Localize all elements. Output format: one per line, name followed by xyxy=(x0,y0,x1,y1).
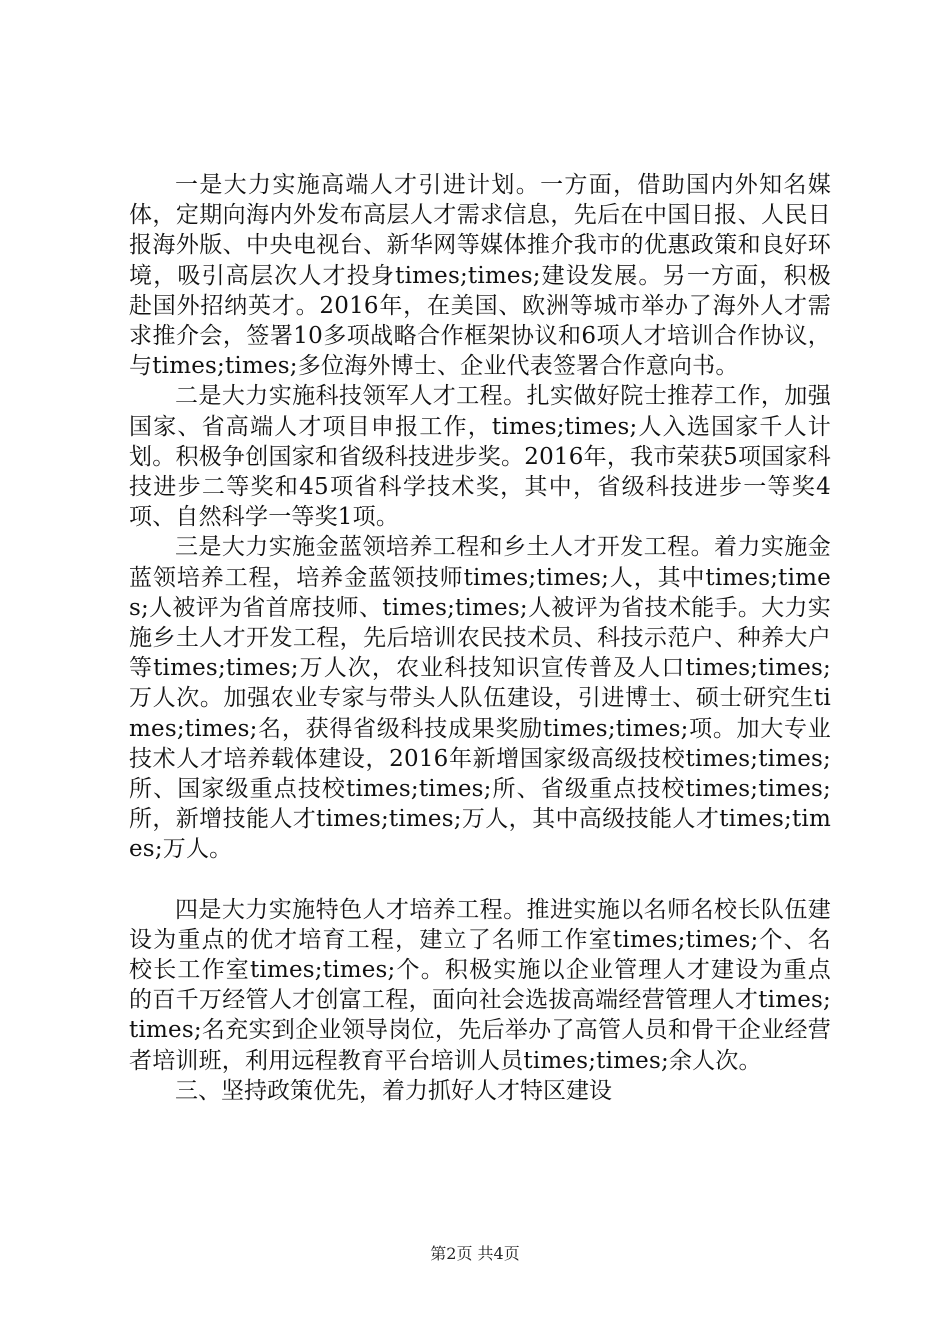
section-heading: 三、坚持政策优先，着力抓好人才特区建设 xyxy=(175,1077,612,1104)
document-body xyxy=(129,170,831,1106)
paragraph-golden-collar: 三是大力实施金蓝领培养工程和乡土人才开发工程。着力实施金蓝领培养工程，培养金蓝领技师times;times;人，其中times;times;人被评为省首席技师、times;times;人被评为省技术能手。大力实施乡土人才开发工程，先后培训农民技术员、科技示范户、种养大户等times;times;万人次，农业科技知识宣传普及人口times;times;万人次。加强农业专家与带头人队伍建设，引进博士、硕士研究生times;times;名，获得省级科技成果奖励times;times;项。加大专业技术人才培养载体建设，2016年新增国家级高级技校times;times;所、国家级重点技校times;times;所、省级重点技校times;times;所，新增技能人才times;times;万人，其中高级技能人才times;times;万人。 xyxy=(129,534,831,863)
page-number-footer: 第2页 共4页 xyxy=(430,1244,520,1263)
paragraph-special-talent: 四是大力实施特色人才培养工程。推进实施以名师名校长队伍建设为重点的优才培育工程，建立了名师工作室times;times;个、名校长工作室times;times;个。积极实施以企业管理人才建设为重点的百千万经管人才创富工程，面向社会选拔高端经营管理人才times;times;名充实到企业领导岗位，先后举办了高管人员和骨干企业经营者培训班，利用远程教育平台培训人员times;times;余人次。 xyxy=(129,896,831,1074)
paragraph-talent-introduction: 一是大力实施高端人才引进计划。一方面，借助国内外知名媒体，定期向海内外发布高层人才需求信息，先后在中国日报、人民日报海外版、中央电视台、新华网等媒体推介我市的优惠政策和良好环境，吸引高层次人才投身times;times;建设发展。另一方面，积极赴国外招纳英才。2016年，在美国、欧洲等城市举办了海外人才需求推介会，签署10多项战略合作框架协议和6项人才培训合作协议，与times;times;多位海外博士、企业代表签署合作意向书。 xyxy=(129,172,831,380)
paragraph-tech-leaders: 二是大力实施科技领军人才工程。扎实做好院士推荐工作，加强国家、省高端人才项目申报工作，times;times;人入选国家千人计划。积极争创国家和省级科技进步奖。2016年，我市荣获5项国家科技进步二等奖和45项省科学技术奖，其中，省级科技进步一等奖4项、自然科学一等奖1项。 xyxy=(129,383,831,531)
